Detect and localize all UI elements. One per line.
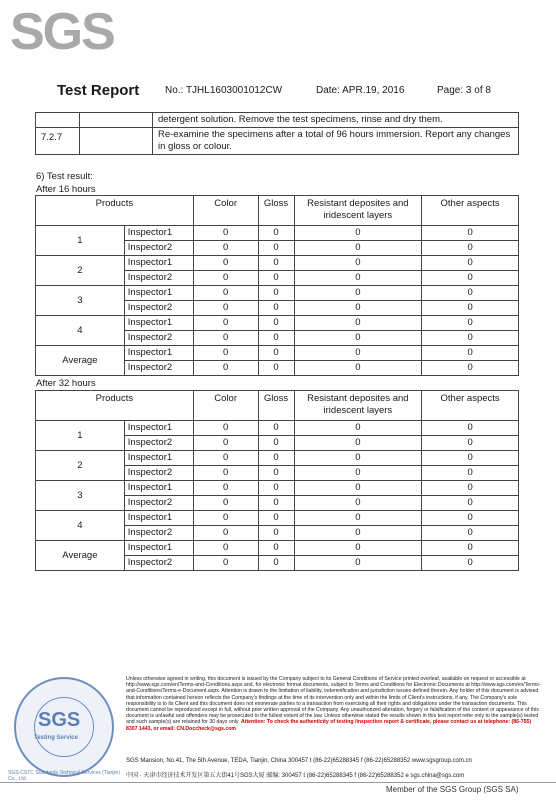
inspector-name: Inspector2 (124, 496, 193, 511)
results-table-16h (35, 195, 519, 376)
gloss-rating: 0 (258, 496, 294, 511)
table-row (36, 541, 519, 556)
resistant-rating: 0 (294, 271, 422, 286)
color-rating: 0 (193, 271, 258, 286)
inspector-name: Inspector1 (124, 226, 193, 241)
inspector-name: Inspector1 (124, 346, 193, 361)
resistant-rating: 0 (294, 241, 422, 256)
table-row (36, 451, 519, 466)
color-rating: 0 (193, 421, 258, 436)
test-result-heading: 6) Test result: (36, 171, 93, 182)
gloss-rating: 0 (258, 436, 294, 451)
header-other-aspects: Other aspects (422, 391, 519, 421)
gloss-rating: 0 (258, 481, 294, 496)
color-rating: 0 (193, 451, 258, 466)
gloss-rating: 0 (258, 316, 294, 331)
resistant-rating: 0 (294, 436, 422, 451)
inspector-name: Inspector2 (124, 466, 193, 481)
color-rating: 0 (193, 316, 258, 331)
inspector-name: Inspector1 (124, 541, 193, 556)
inspector-name: Inspector2 (124, 331, 193, 346)
inspector-name: Inspector1 (124, 421, 193, 436)
resistant-rating: 0 (294, 421, 422, 436)
other-aspects-rating: 0 (422, 226, 519, 241)
other-aspects-rating: 0 (422, 541, 519, 556)
header-products: Products (36, 391, 194, 421)
address-chinese: 中国 · 天津市经济技术开发区第五大街41号SGS大厦 邮编: 300457 t (86-22)65288345 f (86-22)65288352 e sgs.china@sgs.com (126, 773, 465, 779)
specimen-label: 3 (36, 481, 125, 511)
color-rating: 0 (193, 361, 258, 376)
resistant-rating: 0 (294, 481, 422, 496)
resistant-rating: 0 (294, 541, 422, 556)
resistant-rating: 0 (294, 286, 422, 301)
resistant-rating: 0 (294, 346, 422, 361)
other-aspects-rating: 0 (422, 511, 519, 526)
other-aspects-rating: 0 (422, 301, 519, 316)
inspector-name: Inspector2 (124, 436, 193, 451)
gloss-rating: 0 (258, 286, 294, 301)
resistant-rating: 0 (294, 526, 422, 541)
report-header (57, 82, 497, 100)
report-title: Test Report (57, 82, 140, 99)
inspector-name: Inspector2 (124, 526, 193, 541)
gloss-rating: 0 (258, 511, 294, 526)
specimen-label: Average (36, 346, 125, 376)
resistant-rating: 0 (294, 331, 422, 346)
resistant-rating: 0 (294, 556, 422, 571)
resistant-rating: 0 (294, 466, 422, 481)
table-row (36, 346, 519, 361)
resistant-rating: 0 (294, 511, 422, 526)
results-table-32h (35, 390, 519, 571)
other-aspects-rating: 0 (422, 241, 519, 256)
other-aspects-rating: 0 (422, 421, 519, 436)
table-caption-16h: After 16 hours (36, 184, 96, 195)
gloss-rating: 0 (258, 331, 294, 346)
gloss-rating: 0 (258, 451, 294, 466)
specimen-label: 4 (36, 316, 125, 346)
inspector-name: Inspector1 (124, 286, 193, 301)
color-rating: 0 (193, 286, 258, 301)
legal-disclaimer (126, 676, 544, 732)
table-row (36, 286, 519, 301)
table-row (36, 511, 519, 526)
seal-logo-text: SGS (38, 709, 81, 731)
inspector-name: Inspector2 (124, 241, 193, 256)
sgs-logo: SGS (10, 3, 114, 61)
specimen-label: Average (36, 541, 125, 571)
address-english: SGS Mansion, No.41, The 5th Avenue, TEDA, Tianjin, China 300457 t (86-22)65288345 f (86-22)65288352 www.sgsgroup.com.cn (126, 758, 472, 764)
procedure-blank-cell (80, 113, 153, 128)
resistant-rating: 0 (294, 256, 422, 271)
gloss-rating: 0 (258, 466, 294, 481)
table-caption-32h: After 32 hours (36, 378, 96, 389)
specimen-label: 3 (36, 286, 125, 316)
color-rating: 0 (193, 481, 258, 496)
procedure-row (36, 128, 519, 155)
header-color: Color (193, 196, 258, 226)
inspector-name: Inspector1 (124, 451, 193, 466)
footer-divider (0, 782, 556, 783)
header-other-aspects: Other aspects (422, 196, 519, 226)
table-row (36, 256, 519, 271)
specimen-label: 1 (36, 226, 125, 256)
resistant-rating: 0 (294, 226, 422, 241)
other-aspects-rating: 0 (422, 496, 519, 511)
other-aspects-rating: 0 (422, 316, 519, 331)
other-aspects-rating: 0 (422, 331, 519, 346)
other-aspects-rating: 0 (422, 256, 519, 271)
seal-caption: SGS-CSTC Standards Technical Services (Tianjin) Co., Ltd. (8, 770, 120, 782)
other-aspects-rating: 0 (422, 451, 519, 466)
table-row (36, 226, 519, 241)
table-row (36, 481, 519, 496)
other-aspects-rating: 0 (422, 436, 519, 451)
color-rating: 0 (193, 526, 258, 541)
inspector-name: Inspector2 (124, 556, 193, 571)
header-resistant: Resistant deposites and iridescent layers (294, 391, 422, 421)
gloss-rating: 0 (258, 541, 294, 556)
gloss-rating: 0 (258, 556, 294, 571)
gloss-rating: 0 (258, 421, 294, 436)
report-date: Date: APR.19, 2016 (316, 85, 405, 96)
color-rating: 0 (193, 301, 258, 316)
gloss-rating: 0 (258, 256, 294, 271)
color-rating: 0 (193, 346, 258, 361)
gloss-rating: 0 (258, 346, 294, 361)
resistant-rating: 0 (294, 301, 422, 316)
header-resistant: Resistant deposites and iridescent layers (294, 196, 422, 226)
procedure-row (36, 113, 519, 128)
member-statement: Member of the SGS Group (SGS SA) (386, 785, 519, 794)
procedure-text: detergent solution. Remove the test specimens, rinse and dry them. (153, 113, 519, 128)
table-row (36, 316, 519, 331)
other-aspects-rating: 0 (422, 556, 519, 571)
procedure-clause: 7.2.7 (36, 128, 80, 155)
specimen-label: 2 (36, 451, 125, 481)
header-products: Products (36, 196, 194, 226)
resistant-rating: 0 (294, 316, 422, 331)
procedure-text: Re-examine the specimens after a total of 96 hours immersion. Report any changes in gloss or colour. (153, 128, 519, 155)
inspector-name: Inspector2 (124, 361, 193, 376)
gloss-rating: 0 (258, 526, 294, 541)
color-rating: 0 (193, 496, 258, 511)
inspector-name: Inspector1 (124, 481, 193, 496)
inspector-name: Inspector1 (124, 511, 193, 526)
color-rating: 0 (193, 541, 258, 556)
header-gloss: Gloss (258, 391, 294, 421)
inspector-name: Inspector2 (124, 271, 193, 286)
other-aspects-rating: 0 (422, 271, 519, 286)
specimen-label: 1 (36, 421, 125, 451)
other-aspects-rating: 0 (422, 481, 519, 496)
color-rating: 0 (193, 436, 258, 451)
other-aspects-rating: 0 (422, 361, 519, 376)
procedure-table (35, 112, 519, 155)
color-rating: 0 (193, 331, 258, 346)
color-rating: 0 (193, 556, 258, 571)
other-aspects-rating: 0 (422, 286, 519, 301)
gloss-rating: 0 (258, 301, 294, 316)
gloss-rating: 0 (258, 271, 294, 286)
color-rating: 0 (193, 256, 258, 271)
color-rating: 0 (193, 466, 258, 481)
resistant-rating: 0 (294, 496, 422, 511)
page-number: Page: 3 of 8 (437, 85, 491, 96)
color-rating: 0 (193, 241, 258, 256)
inspector-name: Inspector1 (124, 316, 193, 331)
color-rating: 0 (193, 511, 258, 526)
table-header-row (36, 391, 519, 421)
gloss-rating: 0 (258, 241, 294, 256)
header-gloss: Gloss (258, 196, 294, 226)
report-number: No.: TJHL1603001012CW (165, 85, 283, 96)
table-row (36, 421, 519, 436)
specimen-label: 4 (36, 511, 125, 541)
resistant-rating: 0 (294, 361, 422, 376)
other-aspects-rating: 0 (422, 346, 519, 361)
inspector-name: Inspector1 (124, 256, 193, 271)
procedure-clause (36, 113, 80, 128)
disclaimer-text: Unless otherwise agreed in writing, this document is issued by the Company subject to its General Conditions of Service printed overleaf, available on request or accessible at http://www.sgs.com/en/Terms-and-Conditions.aspx and, for electronic format documents, subject to Terms and Conditions for Electronic Documents at http://www.sgs.com/en/Terms-and-Conditions/Terms-e-Document.aspx. Attention is drawn to the limitation of liability, indemnification and jurisdiction issues defined therein. Any holder of this document is advised that information contained hereon reflects the Company's findings at the time of its intervention only and within the limits of Client's instructions, if any. The Company's sole responsibility is to its Client and this document does not exonerate parties to a transaction from exercising all their rights and obligations under the transaction documents. This document cannot be reproduced except in full, without prior written approval of the Company. Any unauthorized alteration, forgery or falsification of the content or appearance of this document is unlawful and offenders may be prosecuted to the fullest extent of the law. Unless otherwise stated the results shown in this test report refer only to the sample(s) tested and such sample(s) are retained for 30 days only. (126, 676, 541, 726)
resistant-rating: 0 (294, 451, 422, 466)
other-aspects-rating: 0 (422, 526, 519, 541)
specimen-label: 2 (36, 256, 125, 286)
sgs-seal-stamp (14, 677, 114, 777)
gloss-rating: 0 (258, 226, 294, 241)
procedure-blank-cell (80, 128, 153, 155)
color-rating: 0 (193, 226, 258, 241)
table-header-row (36, 196, 519, 226)
seal-subtitle: Testing Service (34, 735, 78, 741)
other-aspects-rating: 0 (422, 466, 519, 481)
gloss-rating: 0 (258, 361, 294, 376)
authenticity-notice: Attention: To check the authenticity of testing /inspection report & certificate, please contact us at telephone: (86-755) 8307 1443, or email: CN.Doccheck@sgs.com (126, 719, 532, 732)
inspector-name: Inspector2 (124, 301, 193, 316)
header-color: Color (193, 391, 258, 421)
